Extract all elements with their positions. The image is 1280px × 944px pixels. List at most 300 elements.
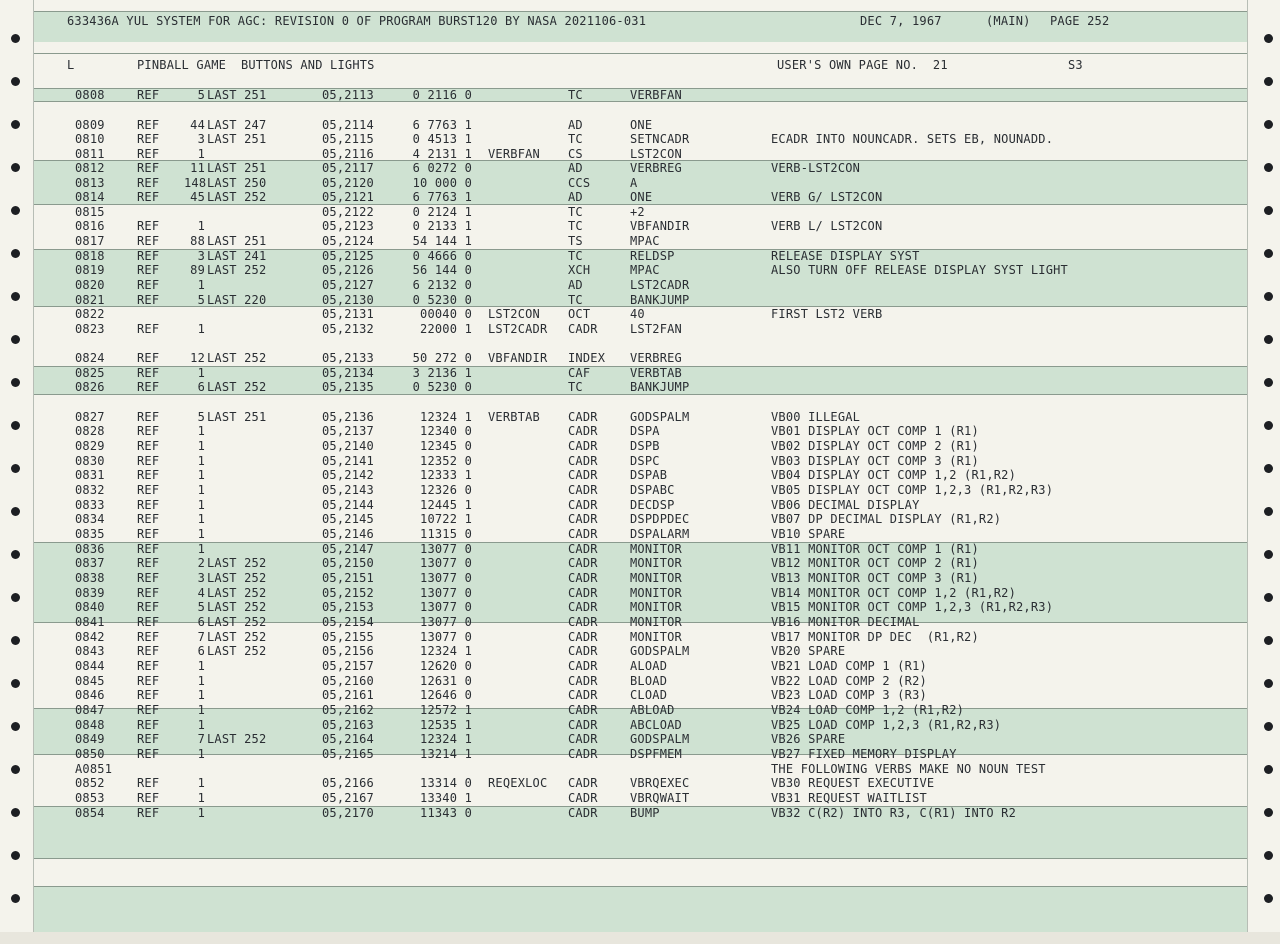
opcode: CADR (568, 747, 598, 761)
opcode: CADR (568, 688, 598, 702)
octal-word: 6 2132 0 (412, 278, 472, 292)
operand: BANKJUMP (630, 293, 690, 307)
octal-word: 12631 0 (420, 674, 472, 688)
tractor-hole (11, 894, 20, 903)
operand: MONITOR (630, 615, 682, 629)
operand: GODSPALM (630, 732, 690, 746)
ref-count: 148 (184, 176, 207, 190)
octal-word: 12326 0 (420, 483, 472, 497)
octal-word: 11315 0 (420, 527, 472, 541)
line-number: 0814 (75, 190, 105, 204)
ref-count: 45 (190, 190, 205, 204)
tractor-hole (1264, 34, 1273, 43)
line-comment: VERB-LST2CON (771, 161, 861, 175)
last-ref: LAST 250 (207, 176, 267, 190)
operand: ABCLOAD (630, 718, 682, 732)
line-number: 0836 (75, 542, 105, 556)
ref-tag: REF (137, 161, 160, 175)
ref-count: 4 (197, 586, 205, 600)
ref-tag: REF (137, 424, 160, 438)
address: 05,2160 (322, 674, 374, 688)
octal-word: 12620 0 (420, 659, 472, 673)
ref-tag: REF (137, 586, 160, 600)
opcode: AD (568, 190, 583, 204)
line-comment: VB17 MONITOR DP DEC (R1,R2) (771, 630, 979, 644)
line-comment: VB12 MONITOR OCT COMP 2 (R1) (771, 556, 979, 570)
tractor-hole (1264, 636, 1273, 645)
tractor-hole (1264, 894, 1273, 903)
tractor-hole (1264, 851, 1273, 860)
octal-word: 12324 1 (420, 644, 472, 658)
section-code: S3 (1068, 58, 1083, 72)
address: 05,2163 (322, 718, 374, 732)
job-title: 633436A YUL SYSTEM FOR AGC: REVISION 0 OF PROGRAM BURST120 BY NASA 2021106-031 (67, 14, 647, 28)
address: 05,2155 (322, 630, 374, 644)
last-ref: LAST 251 (207, 410, 267, 424)
octal-word: 10722 1 (420, 512, 472, 526)
ref-tag: REF (137, 410, 160, 424)
line-number: 0818 (75, 249, 105, 263)
tractor-hole (1264, 77, 1273, 86)
line-comment: VB01 DISPLAY OCT COMP 1 (R1) (771, 424, 979, 438)
opcode: CADR (568, 454, 598, 468)
ref-tag: REF (137, 249, 160, 263)
ref-count: 1 (197, 468, 205, 482)
opcode: CS (568, 147, 583, 161)
ref-tag: REF (137, 747, 160, 761)
opcode: OCT (568, 307, 591, 321)
opcode: TC (568, 88, 583, 102)
ref-count: 7 (197, 630, 205, 644)
symbol-label: REQEXLOC (488, 776, 548, 790)
octal-word: 0 5230 0 (412, 380, 472, 394)
octal-word: 6 7763 1 (412, 118, 472, 132)
line-number: 0827 (75, 410, 105, 424)
last-ref: LAST 251 (207, 132, 267, 146)
tractor-hole (1264, 507, 1273, 516)
line-comment: VB22 LOAD COMP 2 (R2) (771, 674, 927, 688)
operand: 40 (630, 307, 645, 321)
opcode: TC (568, 249, 583, 263)
octal-word: 13077 0 (420, 542, 472, 556)
last-ref: LAST 220 (207, 293, 267, 307)
line-number: 0847 (75, 703, 105, 717)
opcode: AD (568, 118, 583, 132)
ref-count: 1 (197, 776, 205, 790)
ref-tag: REF (137, 732, 160, 746)
opcode: CADR (568, 468, 598, 482)
line-number: 0813 (75, 176, 105, 190)
line-number: 0830 (75, 454, 105, 468)
line-comment: THE FOLLOWING VERBS MAKE NO NOUN TEST (771, 762, 1046, 776)
ref-tag: REF (137, 351, 160, 365)
operand: VERBREG (630, 351, 682, 365)
ref-tag: REF (137, 219, 160, 233)
line-number: 0841 (75, 615, 105, 629)
ref-tag: REF (137, 132, 160, 146)
octal-word: 50 272 0 (412, 351, 472, 365)
octal-word: 0 4513 1 (412, 132, 472, 146)
ref-count: 3 (197, 249, 205, 263)
ref-count: 5 (197, 293, 205, 307)
opcode: CADR (568, 556, 598, 570)
ref-count: 1 (197, 483, 205, 497)
symbol-label: VBFANDIR (488, 351, 548, 365)
opcode: AD (568, 278, 583, 292)
opcode: CADR (568, 439, 598, 453)
tractor-hole (11, 335, 20, 344)
operand: DSPABC (630, 483, 675, 497)
operand: VERBREG (630, 161, 682, 175)
ref-tag: REF (137, 512, 160, 526)
octal-word: 22000 1 (420, 322, 472, 336)
operand: DECDSP (630, 498, 675, 512)
opcode: CADR (568, 542, 598, 556)
ref-count: 1 (197, 806, 205, 820)
line-comment: VB13 MONITOR OCT COMP 3 (R1) (771, 571, 979, 585)
ref-count: 7 (197, 732, 205, 746)
line-comment: VB00 ILLEGAL (771, 410, 861, 424)
octal-word: 13214 1 (420, 747, 472, 761)
octal-word: 12333 1 (420, 468, 472, 482)
operand: MPAC (630, 263, 660, 277)
operand: LST2CADR (630, 278, 690, 292)
operand: MONITOR (630, 571, 682, 585)
operand: VERBFAN (630, 88, 682, 102)
ref-tag: REF (137, 615, 160, 629)
ref-tag: REF (137, 468, 160, 482)
last-ref: LAST 252 (207, 600, 267, 614)
address: 05,2170 (322, 806, 374, 820)
address: 05,2120 (322, 176, 374, 190)
last-ref: LAST 251 (207, 88, 267, 102)
address: 05,2167 (322, 791, 374, 805)
last-ref: LAST 252 (207, 630, 267, 644)
line-number: 0844 (75, 659, 105, 673)
opcode: INDEX (568, 351, 606, 365)
line-number: 0808 (75, 88, 105, 102)
address: 05,2134 (322, 366, 374, 380)
right-margin-edge (1247, 0, 1248, 944)
opcode: CADR (568, 483, 598, 497)
tractor-hole (1264, 464, 1273, 473)
octal-word: 13314 0 (420, 776, 472, 790)
address: 05,2164 (322, 732, 374, 746)
address: 05,2124 (322, 234, 374, 248)
line-number: 0829 (75, 439, 105, 453)
opcode: CCS (568, 176, 591, 190)
operand: GODSPALM (630, 410, 690, 424)
octal-word: 0 2133 1 (412, 219, 472, 233)
band-rule (33, 886, 1247, 887)
symbol-label: VERBTAB (488, 410, 540, 424)
ref-count: 88 (190, 234, 205, 248)
opcode: AD (568, 161, 583, 175)
octal-word: 12340 0 (420, 424, 472, 438)
line-number: 0820 (75, 278, 105, 292)
ref-tag: REF (137, 234, 160, 248)
line-number: 0842 (75, 630, 105, 644)
opcode: CADR (568, 732, 598, 746)
last-ref: LAST 252 (207, 556, 267, 570)
line-comment: VB21 LOAD COMP 1 (R1) (771, 659, 927, 673)
tractor-hole (1264, 593, 1273, 602)
last-ref: LAST 252 (207, 351, 267, 365)
line-number: 0854 (75, 806, 105, 820)
operand: MONITOR (630, 556, 682, 570)
address: 05,2125 (322, 249, 374, 263)
ref-count: 1 (197, 688, 205, 702)
octal-word: 10 000 0 (412, 176, 472, 190)
tractor-hole (11, 206, 20, 215)
opcode: TC (568, 219, 583, 233)
ref-count: 1 (197, 791, 205, 805)
ref-tag: REF (137, 527, 160, 541)
line-number: 0823 (75, 322, 105, 336)
octal-word: 12535 1 (420, 718, 472, 732)
line-comment: VB32 C(R2) INTO R3, C(R1) INTO R2 (771, 806, 1017, 820)
ref-tag: REF (137, 278, 160, 292)
greenbar-band (33, 886, 1247, 932)
address: 05,2114 (322, 118, 374, 132)
opcode: XCH (568, 263, 591, 277)
address: 05,2123 (322, 219, 374, 233)
ref-tag: REF (137, 791, 160, 805)
address: 05,2157 (322, 659, 374, 673)
opcode: TC (568, 205, 583, 219)
ref-count: 12 (190, 351, 205, 365)
tractor-hole (11, 120, 20, 129)
tractor-hole (1264, 292, 1273, 301)
tractor-hole (1264, 421, 1273, 430)
ref-tag: REF (137, 293, 160, 307)
operand: DSPA (630, 424, 660, 438)
last-ref: LAST 252 (207, 571, 267, 585)
line-comment: VB15 MONITOR OCT COMP 1,2,3 (R1,R2,R3) (771, 600, 1054, 614)
opcode: CAF (568, 366, 591, 380)
operand: DSPC (630, 454, 660, 468)
line-comment: VB20 SPARE (771, 644, 846, 658)
opcode: CADR (568, 322, 598, 336)
line-number: 0837 (75, 556, 105, 570)
address: 05,2133 (322, 351, 374, 365)
address: 05,2162 (322, 703, 374, 717)
line-number: 0831 (75, 468, 105, 482)
line-number: 0845 (75, 674, 105, 688)
octal-word: 0 4666 0 (412, 249, 472, 263)
line-comment: VB10 SPARE (771, 527, 846, 541)
opcode: CADR (568, 512, 598, 526)
tractor-hole (11, 421, 20, 430)
operand: DSPAB (630, 468, 668, 482)
ref-tag: REF (137, 542, 160, 556)
ref-tag: REF (137, 498, 160, 512)
address: 05,2122 (322, 205, 374, 219)
line-number: 0840 (75, 600, 105, 614)
ref-count: 1 (197, 322, 205, 336)
ref-count: 89 (190, 263, 205, 277)
operand: BLOAD (630, 674, 668, 688)
tractor-hole (1264, 249, 1273, 258)
address: 05,2146 (322, 527, 374, 541)
ref-count: 1 (197, 147, 205, 161)
address: 05,2115 (322, 132, 374, 146)
ref-count: 6 (197, 615, 205, 629)
octal-word: 54 144 1 (412, 234, 472, 248)
tractor-hole (11, 378, 20, 387)
operand: VERBTAB (630, 366, 682, 380)
octal-word: 12324 1 (420, 732, 472, 746)
operand: ALOAD (630, 659, 668, 673)
address: 05,2126 (322, 263, 374, 277)
opcode: CADR (568, 498, 598, 512)
opcode: CADR (568, 674, 598, 688)
last-ref: LAST 241 (207, 249, 267, 263)
tractor-hole (1264, 550, 1273, 559)
opcode: CADR (568, 776, 598, 790)
tractor-hole (11, 163, 20, 172)
tractor-hole (11, 550, 20, 559)
last-ref: LAST 251 (207, 234, 267, 248)
address: 05,2137 (322, 424, 374, 438)
ref-count: 5 (197, 88, 205, 102)
operand: ONE (630, 118, 653, 132)
operand: GODSPALM (630, 644, 690, 658)
octal-word: 13077 0 (420, 615, 472, 629)
ref-count: 1 (197, 718, 205, 732)
line-number: 0849 (75, 732, 105, 746)
opcode: TC (568, 380, 583, 394)
line-comment: VB25 LOAD COMP 1,2,3 (R1,R2,R3) (771, 718, 1002, 732)
last-ref: LAST 251 (207, 161, 267, 175)
line-number: 0810 (75, 132, 105, 146)
tractor-hole (11, 808, 20, 817)
line-comment: RELEASE DISPLAY SYST (771, 249, 920, 263)
tractor-hole (1264, 808, 1273, 817)
ref-tag: REF (137, 718, 160, 732)
ref-tag: REF (137, 556, 160, 570)
opcode: CADR (568, 644, 598, 658)
ref-tag: REF (137, 571, 160, 585)
opcode: TS (568, 234, 583, 248)
ref-count: 11 (190, 161, 205, 175)
line-number: 0816 (75, 219, 105, 233)
operand: DSPDPDEC (630, 512, 690, 526)
address: 05,2140 (322, 439, 374, 453)
address: 05,2143 (322, 483, 374, 497)
page-bottom-edge (0, 932, 1280, 944)
line-number: 0825 (75, 366, 105, 380)
ref-tag: REF (137, 659, 160, 673)
tractor-hole (11, 679, 20, 688)
ref-tag: REF (137, 483, 160, 497)
octal-word: 56 144 0 (412, 263, 472, 277)
ref-tag: REF (137, 600, 160, 614)
address: 05,2144 (322, 498, 374, 512)
operand: MONITOR (630, 586, 682, 600)
ref-count: 1 (197, 527, 205, 541)
line-number: 0824 (75, 351, 105, 365)
ref-tag: REF (137, 630, 160, 644)
address: 05,2130 (322, 293, 374, 307)
address: 05,2135 (322, 380, 374, 394)
last-ref: LAST 252 (207, 644, 267, 658)
tractor-hole (11, 77, 20, 86)
line-number: 0839 (75, 586, 105, 600)
opcode: CADR (568, 718, 598, 732)
ref-count: 1 (197, 366, 205, 380)
operand: CLOAD (630, 688, 668, 702)
octal-word: 12646 0 (420, 688, 472, 702)
ref-tag: REF (137, 703, 160, 717)
tractor-hole (11, 851, 20, 860)
ref-count: 1 (197, 498, 205, 512)
tractor-hole (1264, 679, 1273, 688)
last-ref: LAST 252 (207, 263, 267, 277)
band-rule (33, 394, 1247, 395)
address: 05,2165 (322, 747, 374, 761)
line-number: 0828 (75, 424, 105, 438)
last-ref: LAST 247 (207, 118, 267, 132)
tractor-hole (1264, 120, 1273, 129)
symbol-label: VERBFAN (488, 147, 540, 161)
line-number: 0838 (75, 571, 105, 585)
ref-tag: REF (137, 674, 160, 688)
operand: +2 (630, 205, 645, 219)
line-number: 0822 (75, 307, 105, 321)
band-rule (33, 11, 1247, 12)
tractor-hole (11, 249, 20, 258)
operand: DSPB (630, 439, 660, 453)
operand: ONE (630, 190, 653, 204)
line-comment: VB24 LOAD COMP 1,2 (R1,R2) (771, 703, 965, 717)
user-page-number: USER'S OWN PAGE NO. 21 (777, 58, 948, 72)
ref-count: 5 (197, 410, 205, 424)
ref-count: 3 (197, 571, 205, 585)
operand: VBRQWAIT (630, 791, 690, 805)
ref-count: 1 (197, 674, 205, 688)
ref-tag: REF (137, 190, 160, 204)
tractor-hole (11, 765, 20, 774)
ref-count: 1 (197, 278, 205, 292)
octal-word: 11343 0 (420, 806, 472, 820)
opcode: CADR (568, 586, 598, 600)
ref-tag: REF (137, 688, 160, 702)
ref-tag: REF (137, 147, 160, 161)
operand: MONITOR (630, 542, 682, 556)
tractor-hole (1264, 722, 1273, 731)
line-number: 0835 (75, 527, 105, 541)
page-number: PAGE 252 (1050, 14, 1110, 28)
line-number: A0851 (75, 762, 113, 776)
print-date: DEC 7, 1967 (860, 14, 942, 28)
octal-word: 4 2131 1 (412, 147, 472, 161)
octal-word: 00040 0 (420, 307, 472, 321)
octal-word: 6 7763 1 (412, 190, 472, 204)
operand: SETNCADR (630, 132, 690, 146)
line-number: 0817 (75, 234, 105, 248)
ref-count: 6 (197, 380, 205, 394)
line-number: 0833 (75, 498, 105, 512)
line-comment: VB26 SPARE (771, 732, 846, 746)
octal-word: 0 5230 0 (412, 293, 472, 307)
octal-word: 12345 0 (420, 439, 472, 453)
operand: DSPALARM (630, 527, 690, 541)
tractor-hole (1264, 378, 1273, 387)
last-ref: LAST 252 (207, 615, 267, 629)
ref-tag: REF (137, 806, 160, 820)
operand: RELDSP (630, 249, 675, 263)
